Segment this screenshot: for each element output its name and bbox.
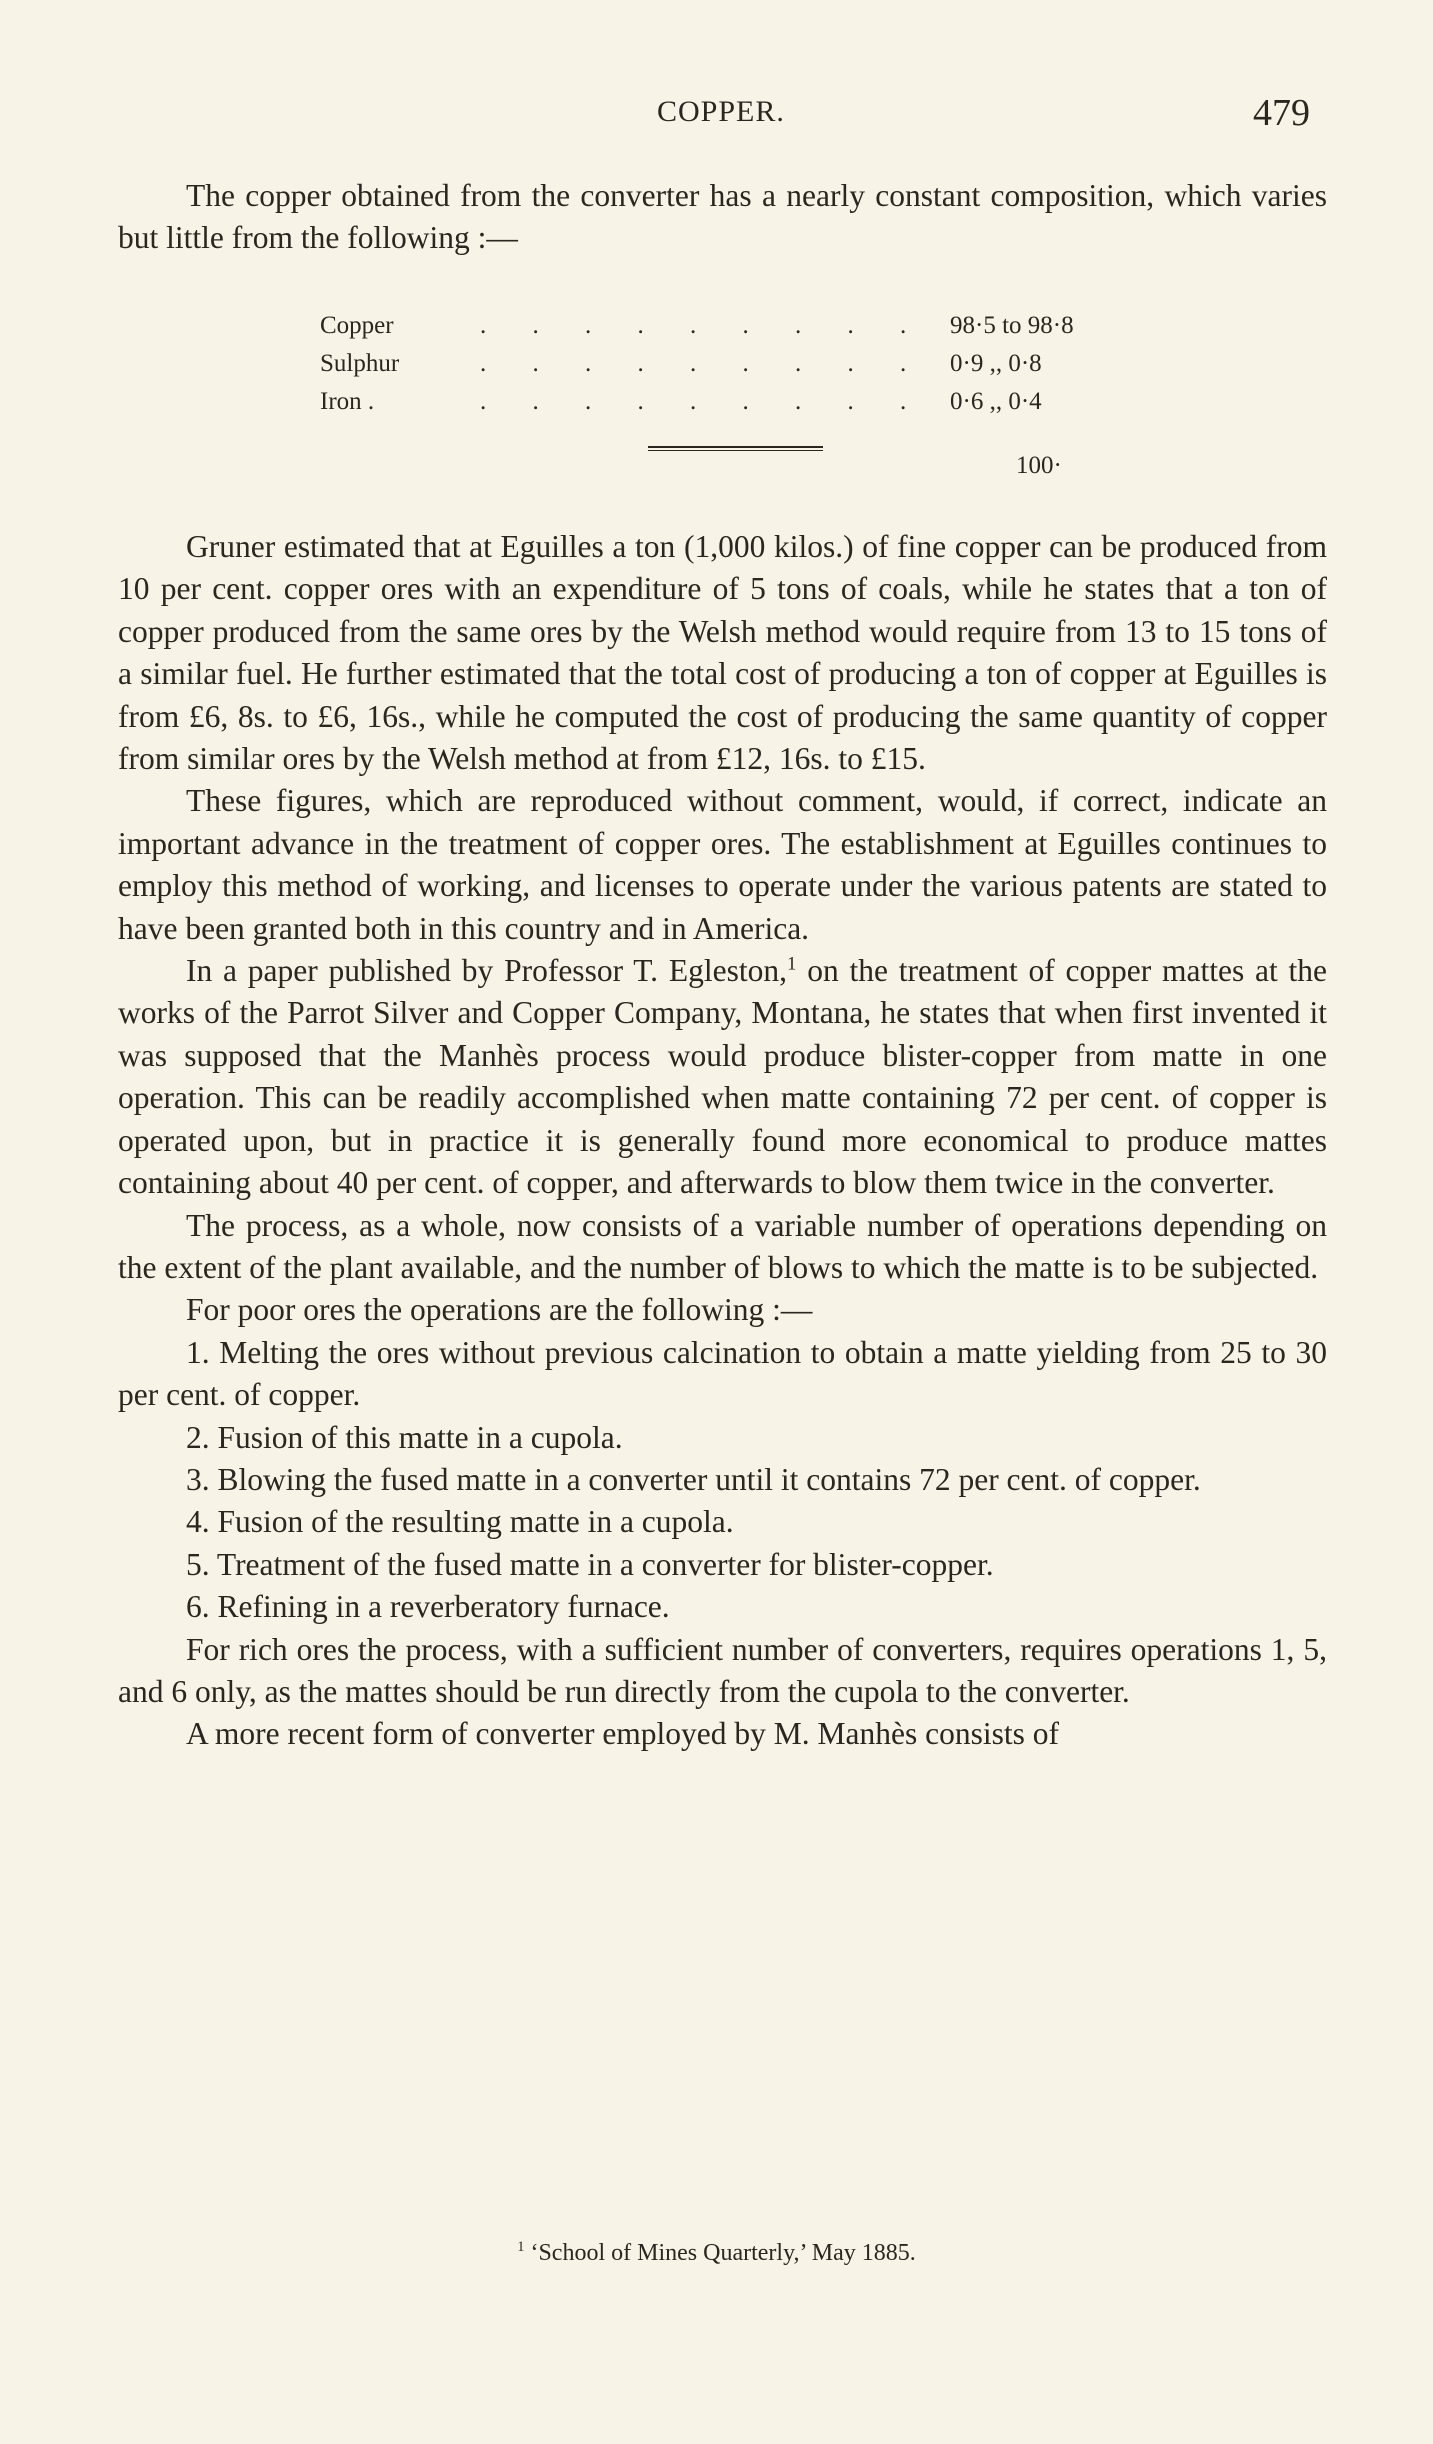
sum-rule (648, 446, 823, 451)
leader-dots: . . . . . . . . . (480, 388, 927, 415)
footnote-reference: 1 (786, 953, 797, 975)
operation-item: 6. Refining in a reverberatory furnace. (186, 1589, 670, 1625)
leader-dots: . . . . . . . . . (480, 350, 927, 377)
composition-row-sulphur (320, 345, 1160, 383)
footnote-text: ‘School of Mines Quarterly,’ May 1885. (524, 2240, 916, 2266)
intro-block (118, 175, 1327, 260)
operation-item: 5. Treatment of the fused matte in a converter for blister-copper. (186, 1546, 994, 1582)
paragraph-egleston (118, 950, 1327, 1204)
composition-value: 0·6 ,, 0·4 (950, 388, 1042, 415)
composition-row-iron (320, 383, 1160, 421)
operation-item: 1. Melting the ores without previous calcination to obtain a matte yielding from 25 to 30 per cent. of copper. (118, 1334, 1327, 1413)
paragraph-recent-converter: A more recent form of converter employed by M. Manhès consists of (186, 1716, 1060, 1752)
paragraph-poor-ores: For poor ores the operations are the following :— (186, 1292, 813, 1328)
composition-total: 100· (1016, 452, 1062, 479)
leader-dots: . . . . . . . . . (480, 312, 927, 339)
paragraph-figures: These figures, which are reproduced without comment, would, if correct, indicate an important advance in the treatment of copper ores. The establishment at Eguilles continues to employ this method of working, and licenses to operate under the various patents are stated to have been granted both in this country and in America. (118, 783, 1327, 946)
operation-item: 3. Blowing the fused matte in a converter until it contains 72 per cent. of copper. (186, 1461, 1201, 1497)
paragraph-gruner: Gruner estimated that at Eguilles a ton (1,000 kilos.) of fine copper can be produced from 10 per cent. copper ores with an expenditure of 5 tons of coals, while he states that a ton of copper produced from the same ores by the Welsh method would require from 13 to 15 tons of a similar fuel. He further estimated that the total cost of producing a ton of copper at Eguilles is from £6, 8s. to £6, 16s., while he computed the cost of producing the same quantity of copper from similar ores by the Welsh method at from £12, 16s. to £15. (118, 529, 1327, 777)
body-text (118, 526, 1327, 1756)
operation-item: 2. Fusion of this matte in a cupola. (186, 1419, 623, 1455)
footnote (0, 2240, 1433, 2267)
composition-table (320, 307, 1160, 421)
chapter-title: COPPER. (657, 95, 785, 128)
paragraph-rich-ores: For rich ores the process, with a sufficient number of converters, requires operations 1, 5, and 6 only, as the mattes should be run directly from the cupola to the converter. (118, 1631, 1327, 1709)
composition-value: 98·5 to 98·8 (950, 312, 1074, 339)
egleston-text-start: In a paper published by Professor T. Egleston, (186, 953, 787, 989)
intro-paragraph: The copper obtained from the converter has a nearly constant composition, which varies but little from the following :— (118, 178, 1327, 256)
composition-row-copper (320, 307, 1160, 345)
paragraph-process: The process, as a whole, now consists of a variable number of operations depending on the extent of the plant available, and the number of blows to which the matte is to be subjected. (118, 1207, 1327, 1285)
running-head (0, 92, 1433, 139)
operation-item: 4. Fusion of the resulting matte in a cupola. (186, 1504, 734, 1540)
egleston-text-end: on the treatment of copper mattes at the works of the Parrot Silver and Copper Company, Montana, he states that when first invented it was supposed that the Manhès process would produce blister-copper from matte in one operation. This can be readily accomplished when matte containing 72 per cent. of copper is operated upon, but in practice it is generally found more economical to produce mattes containing about 40 per cent. of copper, and afterwards to blow them twice in the converter. (118, 953, 1327, 1201)
footnote-mark: 1 (517, 2239, 525, 2255)
composition-name: Copper (320, 312, 394, 339)
page-number: 479 (1253, 92, 1310, 134)
composition-value: 0·9 ,, 0·8 (950, 350, 1042, 377)
composition-name: Iron . (320, 388, 375, 415)
composition-name: Sulphur (320, 350, 400, 377)
